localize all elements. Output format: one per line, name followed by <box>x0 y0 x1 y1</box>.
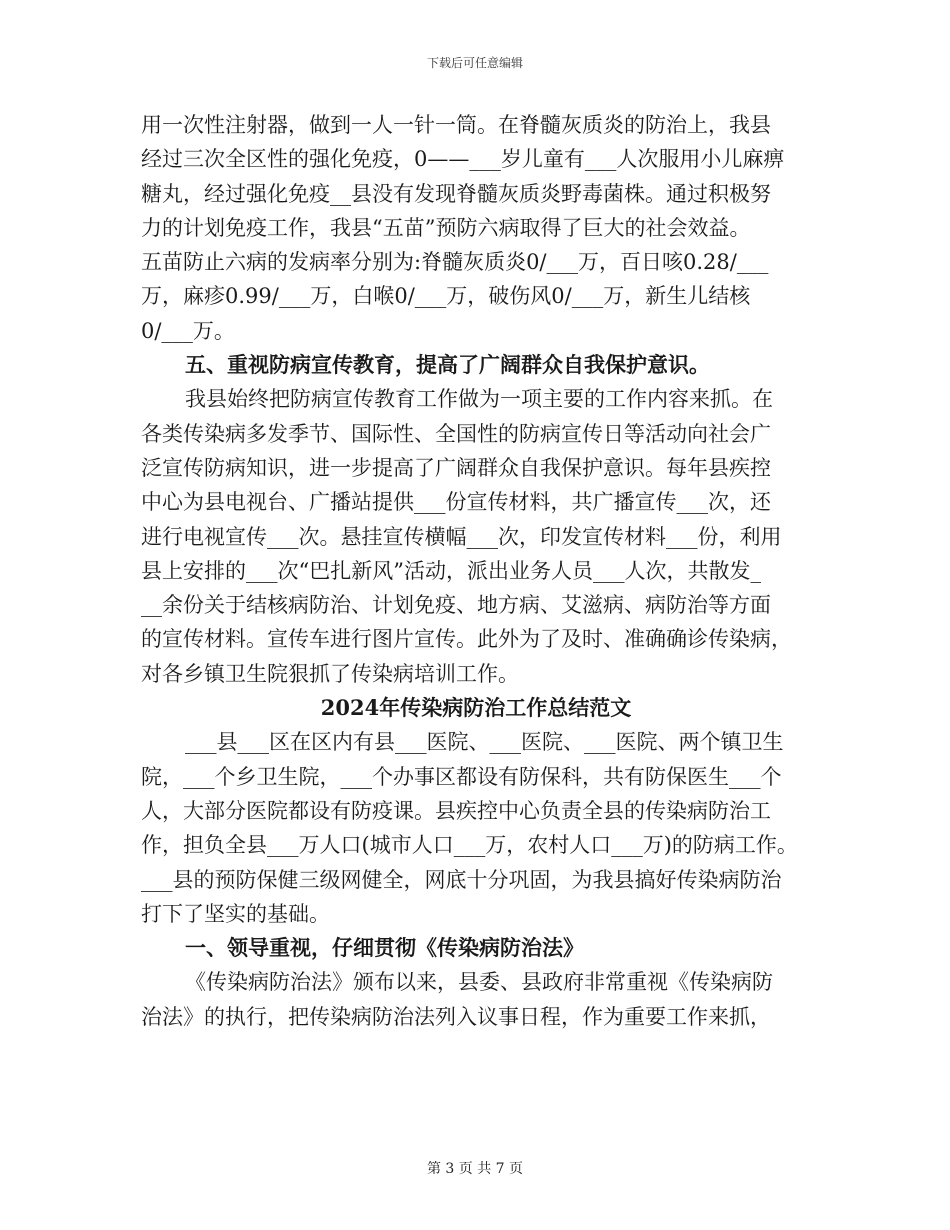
text-line: 打下了坚实的基础。 <box>141 901 330 926</box>
section-heading-five: 五、重视防病宣传教育，提高了广阔群众自我保护意识。 <box>185 352 710 378</box>
paragraph-propaganda <box>141 382 811 691</box>
text-line: 进行电视宣传___次。悬挂宣传横幅___次，印发宣传材料___份，利用 <box>141 524 782 549</box>
page-footer: 第 3 页 共 7 页 <box>426 1161 524 1177</box>
text-line: 中心为县电视台、广播站提供___份宣传材料，共广播宣传___次，还 <box>141 490 771 515</box>
text-line: 院，___个乡卫生院，___个办事区都设有防保科，共有防保医生___个 <box>141 764 782 789</box>
text-line: ___县___区在区内有县___医院、___医院、___医院、两个镇卫生 <box>185 730 784 755</box>
text-line: ___县的预防保健三级网健全，网底十分巩固，为我县搞好传染病防治 <box>141 867 782 892</box>
paragraph-law <box>141 965 811 1034</box>
text-line: 作，担负全县___万人口(城市人口___万，农村人口___万)的防病工作。 <box>141 833 798 858</box>
text-line: 各类传染病多发季节、国际性、全国性的防病宣传日等活动向社会广 <box>141 421 771 446</box>
text-line: 力的计划免疫工作，我县“五苗”预防六病取得了巨大的社会效益。 <box>141 215 751 240</box>
document-title: 2024年传染病防治工作总结范文 <box>320 695 632 721</box>
paragraph-overview <box>141 725 811 931</box>
text-line: 我县始终把防病宣传教育工作做为一项主要的工作内容来抓。在 <box>185 387 773 412</box>
text-line: 糖丸，经过强化免疫__县没有发现脊髓灰质炎野毒菌株。通过积极努 <box>141 181 771 206</box>
text-line: 人，大部分医院都设有防疫课。县疾控中心负责全县的传染病防治工 <box>141 798 771 823</box>
text-line: 0/___万。 <box>141 318 235 343</box>
text-line: 的宣传材料。宣传车进行图片宣传。此外为了及时、准确确诊传染病， <box>141 627 792 652</box>
document-body <box>141 108 811 1034</box>
paragraph-immunization <box>141 108 811 348</box>
text-line: 《传染病防治法》颁布以来，县委、县政府非常重视《传染病防 <box>185 970 773 995</box>
text-line: __余份关于结核病防治、计划免疫、地方病、艾滋病、病防治等方面 <box>141 593 771 618</box>
text-line: 泛宣传防病知识，进一步提高了广阔群众自我保护意识。每年县疾控 <box>141 455 771 480</box>
text-line: 对各乡镇卫生院狠抓了传染病培训工作。 <box>141 661 519 686</box>
text-line: 五苗防止六病的发病率分别为:脊髓灰质炎0/___万，百日咳0.28/___ <box>141 250 769 275</box>
text-line: 用一次性注射器，做到一人一针一筒。在脊髓灰质炎的防治上，我县 <box>141 113 771 137</box>
text-line: 万，麻疹0.99/___万，白喉0/___万，破伤风0/___万，新生儿结核 <box>141 284 751 309</box>
text-line: 治法》的执行，把传染病防治法列入议事日程，作为重要工作来抓， <box>141 1004 771 1029</box>
page-header: 下载后可任意编辑 <box>426 56 523 70</box>
text-line: 县上安排的___次“巴扎新风”活动，派出业务人员___人次，共散发_ <box>141 558 761 583</box>
section-heading-one: 一、领导重视，仔细贯彻《传染病防治法》 <box>185 935 584 961</box>
text-line: 经过三次全区性的强化免疫，0——___岁儿童有___人次服用小儿麻痹 <box>141 147 785 172</box>
